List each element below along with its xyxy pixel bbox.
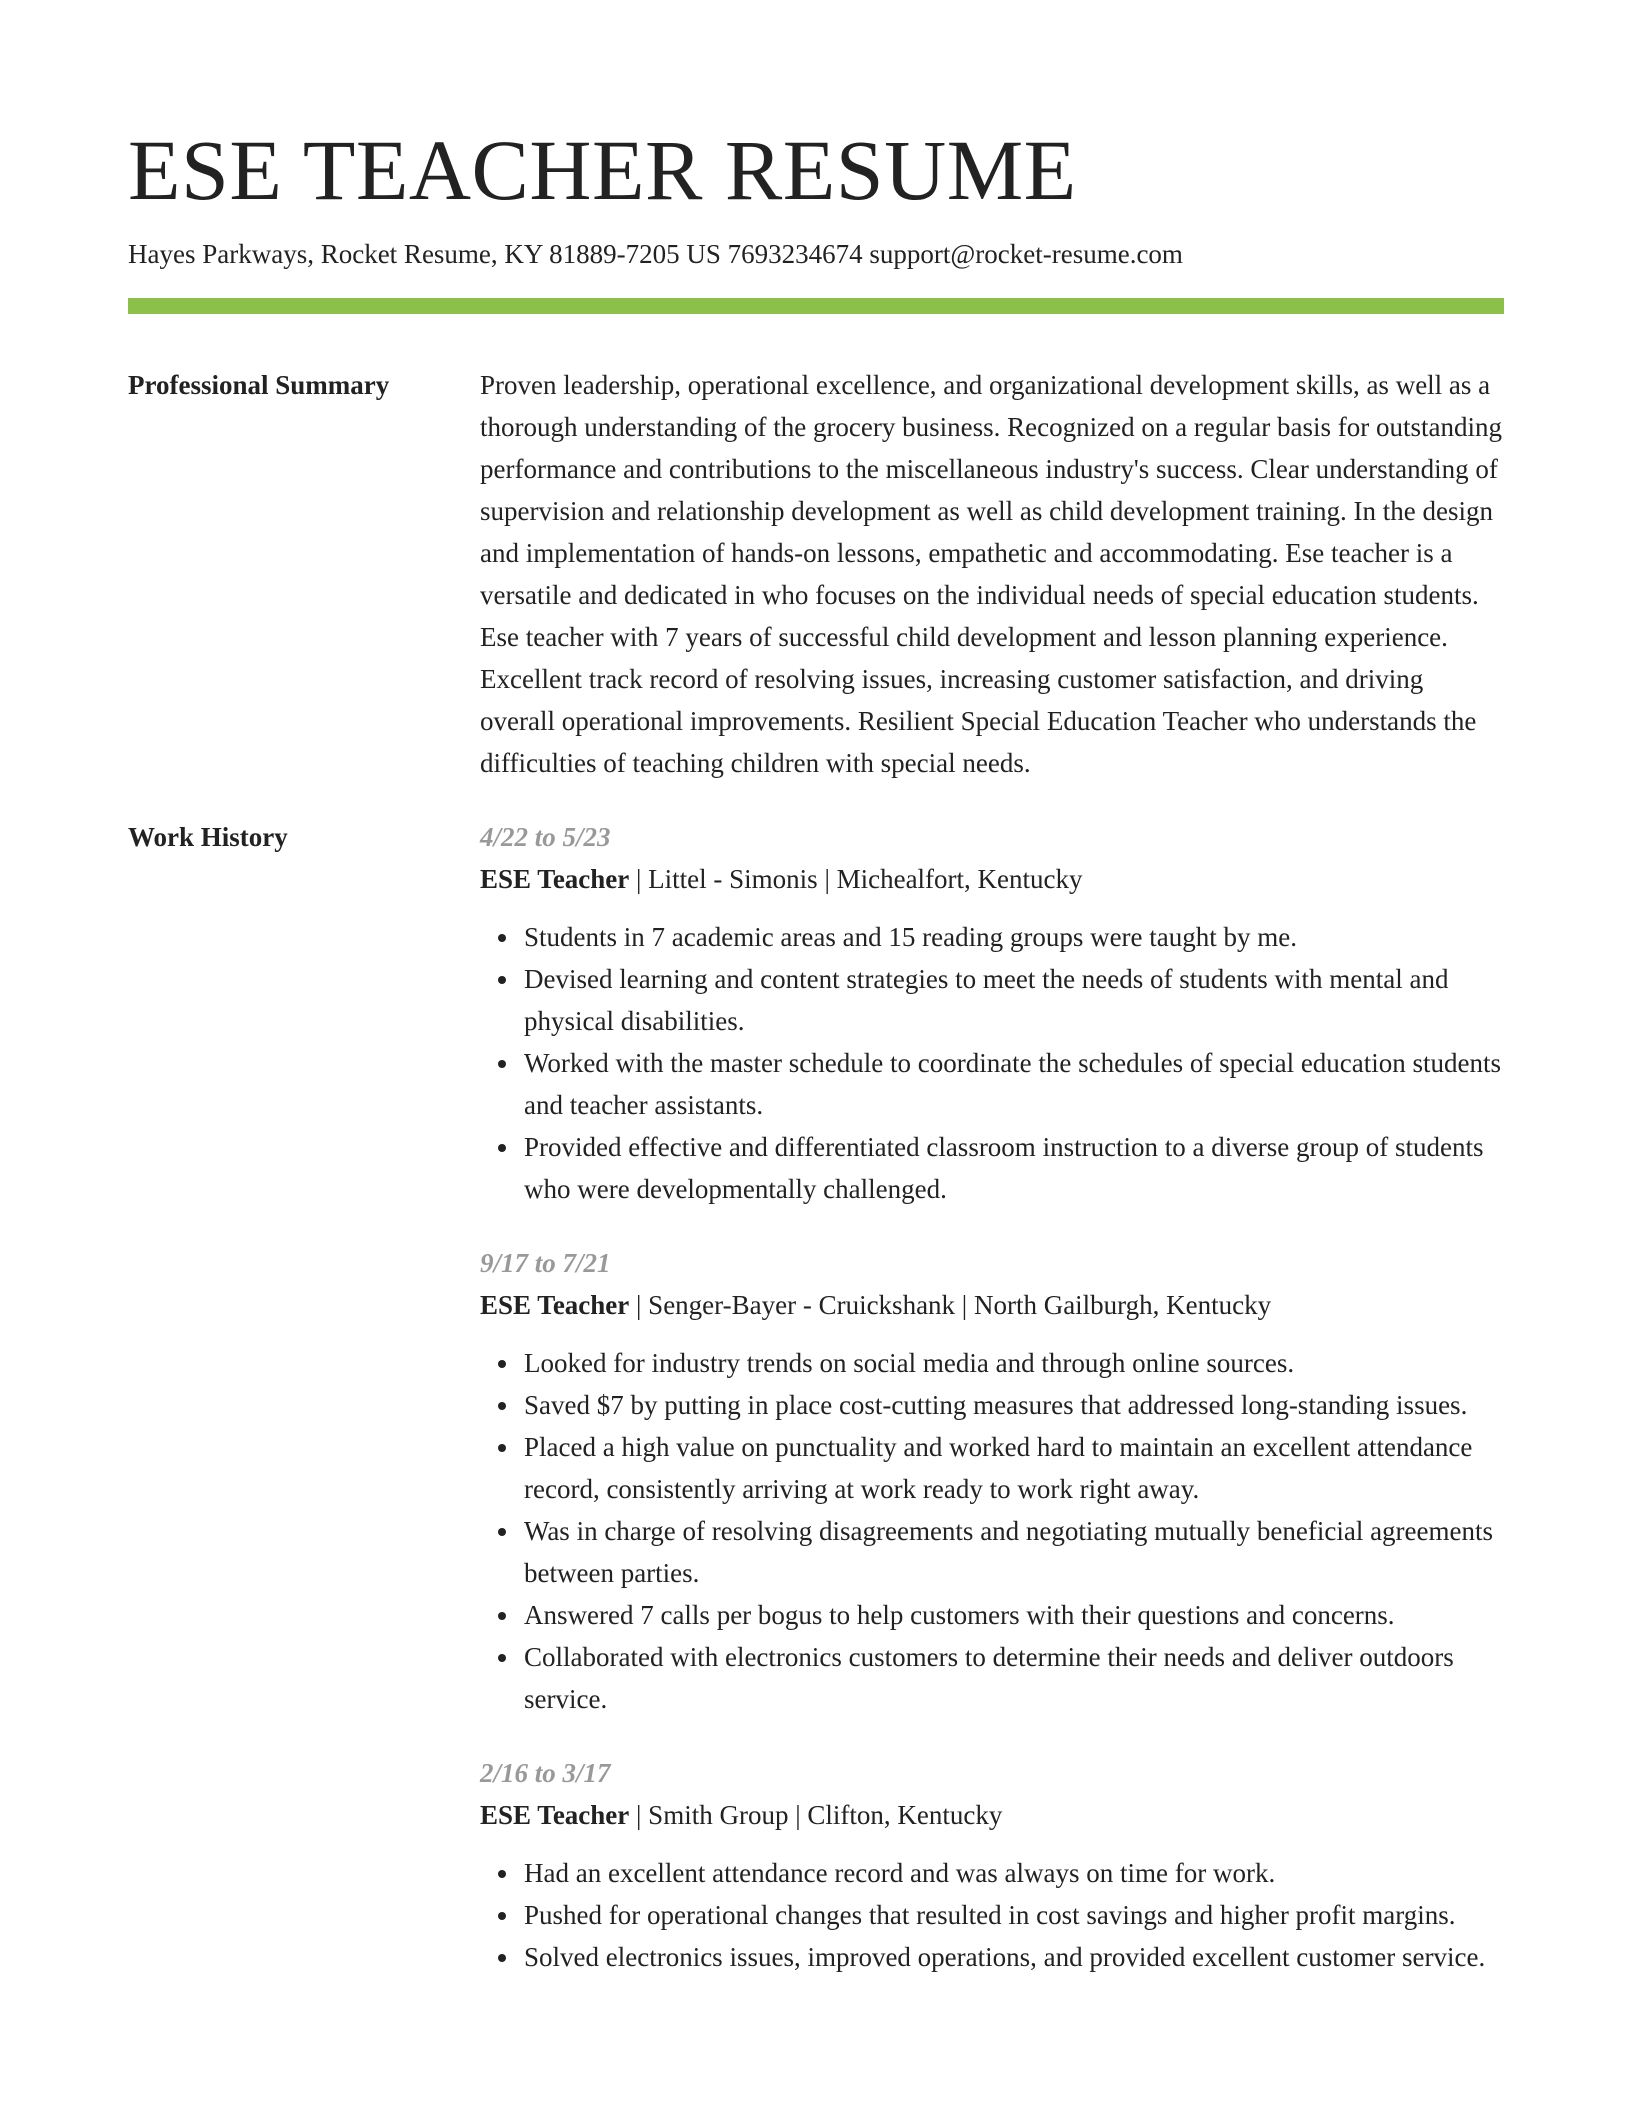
job-bullets [480,1852,1504,1978]
job-entry [480,1752,1504,1978]
bullet-item: Solved electronics issues, improved operations, and provided excellent customer service. [524,1936,1504,1978]
job-title: ESE Teacher [480,1290,630,1320]
bullet-item: Collaborated with electronics customers to determine their needs and deliver outdoors service. [524,1636,1504,1720]
work-history-section [128,816,1504,2010]
job-entry [480,1242,1504,1720]
bullet-item: Was in charge of resolving disagreements and negotiating mutually beneficial agreements between parties. [524,1510,1504,1594]
job-title-line [480,1284,1504,1326]
bullet-item: Students in 7 academic areas and 15 reading groups were taught by me. [524,916,1504,958]
resume-page [128,0,1504,2010]
bullet-item: Had an excellent attendance record and was always on time for work. [524,1852,1504,1894]
section-heading: Professional Summary [128,370,390,400]
work-history-list [480,816,1504,2010]
job-dates: 4/22 to 5/23 [480,822,611,852]
job-title: ESE Teacher [480,864,630,894]
contact-info: Hayes Parkways, Rocket Resume, KY 81889-7205 US 7693234674 support@rocket-resume.com [128,239,1183,269]
bullet-item: Devised learning and content strategies to meet the needs of students with mental and physical disabilities. [524,958,1504,1042]
resume-title: ESE TEACHER RESUME [128,122,1077,218]
job-employer-location: | Littel - Simonis | Michealfort, Kentucky [629,864,1083,894]
job-title: ESE Teacher [480,1800,630,1830]
bullet-item: Placed a high value on punctuality and worked hard to maintain an excellent attendance record, consistently arriving at work ready to work right away. [524,1426,1504,1510]
job-title-line [480,858,1504,900]
summary-text: Proven leadership, operational excellence, and organizational development skills, as well as a thorough understanding of the grocery business. Recognized on a regular basis for outstanding performance and contributions to the miscellaneous industry's success. Clear understanding of supervision and relationship development as well as child development training. In the design and implementation of hands-on lessons, empathetic and accommodating. Ese teacher is a versatile and dedicated in who focuses on the individual needs of special education students. Ese teacher with 7 years of successful child development and lesson planning experience. Excellent track record of resolving issues, increasing customer satisfaction, and driving overall operational improvements. Resilient Special Education Teacher who understands the difficulties of teaching children with special needs. [480,370,1503,778]
job-employer-location: | Smith Group | Clifton, Kentucky [629,1800,1003,1830]
job-bullets [480,1342,1504,1720]
bullet-item: Pushed for operational changes that resulted in cost savings and higher profit margins. [524,1894,1504,1936]
bullet-item: Provided effective and differentiated classroom instruction to a diverse group of students who were developmentally challenged. [524,1126,1504,1210]
job-bullets [480,916,1504,1210]
section-heading: Work History [128,822,288,852]
section-body [480,364,1504,784]
job-title-line [480,1794,1504,1836]
bullet-item: Saved $7 by putting in place cost-cutting measures that addressed long-standing issues. [524,1384,1504,1426]
job-entry [480,816,1504,1210]
bullet-item: Looked for industry trends on social media and through online sources. [524,1342,1504,1384]
bullet-item: Answered 7 calls per bogus to help customers with their questions and concerns. [524,1594,1504,1636]
accent-divider [128,298,1504,314]
job-dates: 9/17 to 7/21 [480,1248,611,1278]
bullet-item: Worked with the master schedule to coordinate the schedules of special education students and teacher assistants. [524,1042,1504,1126]
job-dates: 2/16 to 3/17 [480,1758,611,1788]
job-employer-location: | Senger-Bayer - Cruickshank | North Gailburgh, Kentucky [629,1290,1272,1320]
professional-summary-section [128,364,1504,784]
